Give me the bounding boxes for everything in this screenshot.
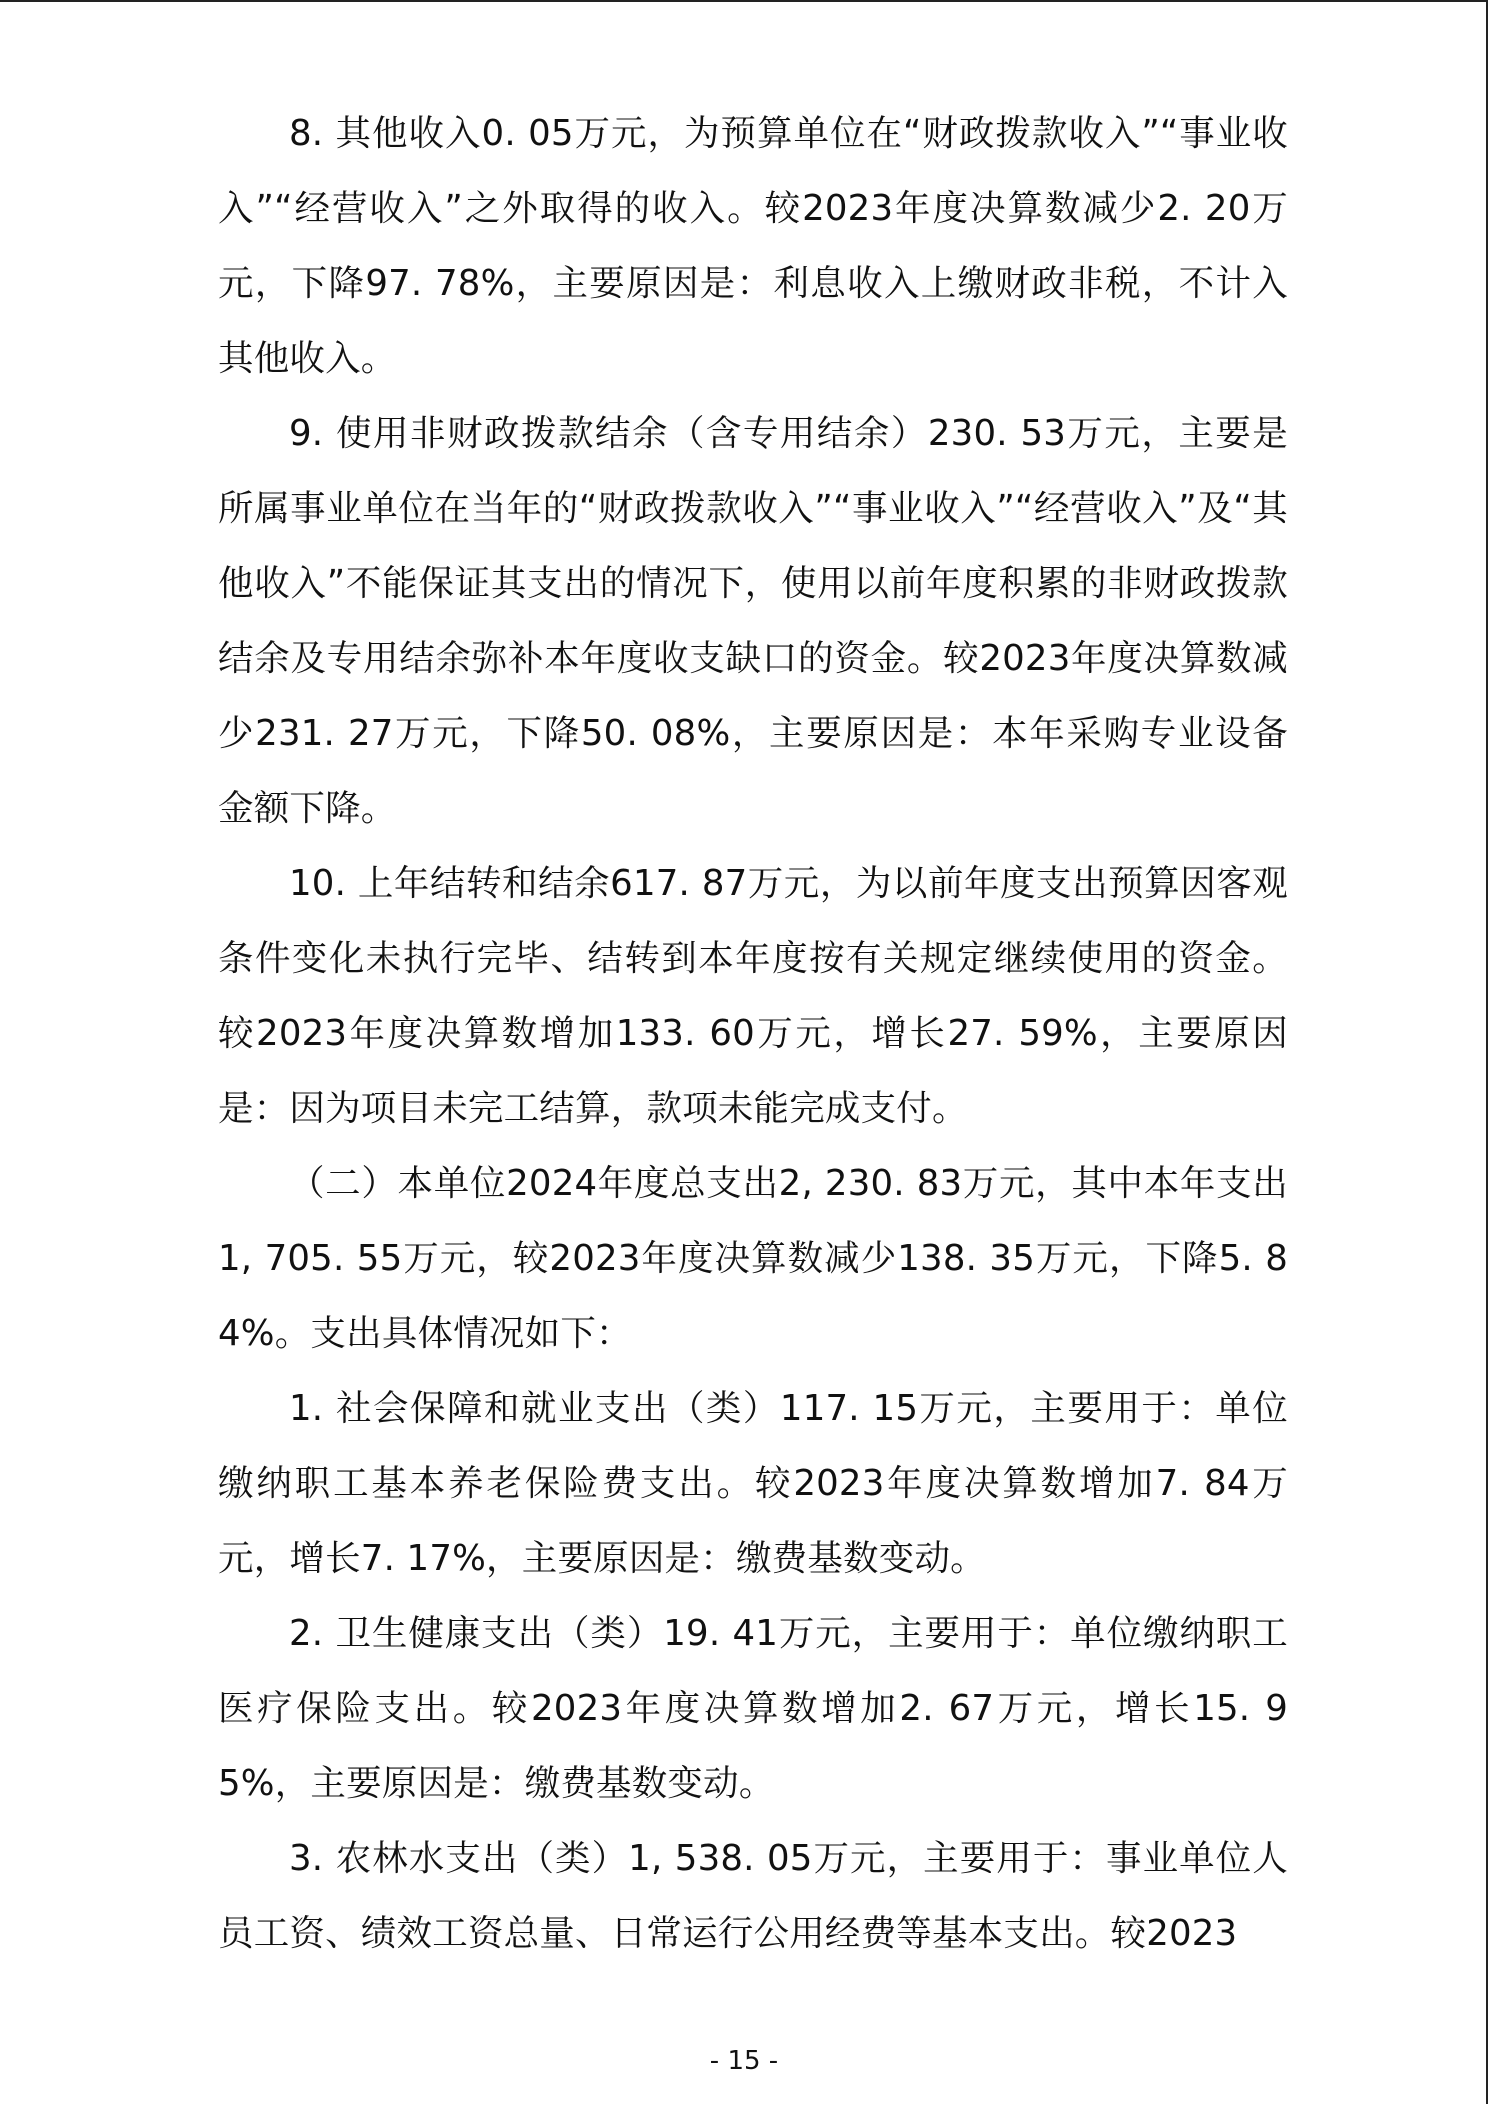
paragraph-agriculture-expenditure: 3. 农林水支出（类）1, 538. 05万元，主要用于：事业单位人员工资、绩效工资总量、日常运行公用经费等基本支出。较2023: [218, 1838, 1288, 1954]
paragraph-other-income: 8. 其他收入0. 05万元，为预算单位在“财政拨款收入”“事业收入”“经营收入”之外取得的收入。较2023年度决算数减少2. 20万元，下降97. 78%，主要原因是：利息收入上缴财政非税，不计入其他收入。: [218, 113, 1288, 379]
paragraph-social-security-expenditure: 1. 社会保障和就业支出（类）117. 15万元，主要用于：单位缴纳职工基本养老保险费支出。较2023年度决算数增加7. 84万元，增长7. 17%，主要原因是：缴费基数变动。: [218, 1388, 1288, 1579]
top-border-rule: [0, 0, 1488, 2]
document-body: [218, 96, 1288, 1971]
page-number: - 15 -: [709, 2046, 779, 2076]
paragraph-total-expenditure: （二）本单位2024年度总支出2, 230. 83万元，其中本年支出1, 705. 55万元，较2023年度决算数减少138. 35万元，下降5. 84%。支出具体情况如下：: [218, 1163, 1288, 1354]
paragraph-non-fiscal-balance: 9. 使用非财政拨款结余（含专用结余）230. 53万元，主要是所属事业单位在当年的“财政拨款收入”“事业收入”“经营收入”及“其他收入”不能保证其支出的情况下，使用以前年度积累的非财政拨款结余及专用结余弥补本年度收支缺口的资金。较2023年度决算数减少231. 27万元，下降50. 08%，主要原因是：本年采购专业设备金额下降。: [218, 413, 1288, 829]
paragraph-prior-year-carryover: 10. 上年结转和结余617. 87万元，为以前年度支出预算因客观条件变化未执行完毕、结转到本年度按有关规定继续使用的资金。较2023年度决算数增加133. 60万元，增长27. 59%，主要原因是：因为项目未完工结算，款项未能完成支付。: [218, 863, 1288, 1129]
paragraph-health-expenditure: 2. 卫生健康支出（类）19. 41万元，主要用于：单位缴纳职工医疗保险支出。较2023年度决算数增加2. 67万元，增长15. 95%，主要原因是：缴费基数变动。: [218, 1613, 1288, 1804]
